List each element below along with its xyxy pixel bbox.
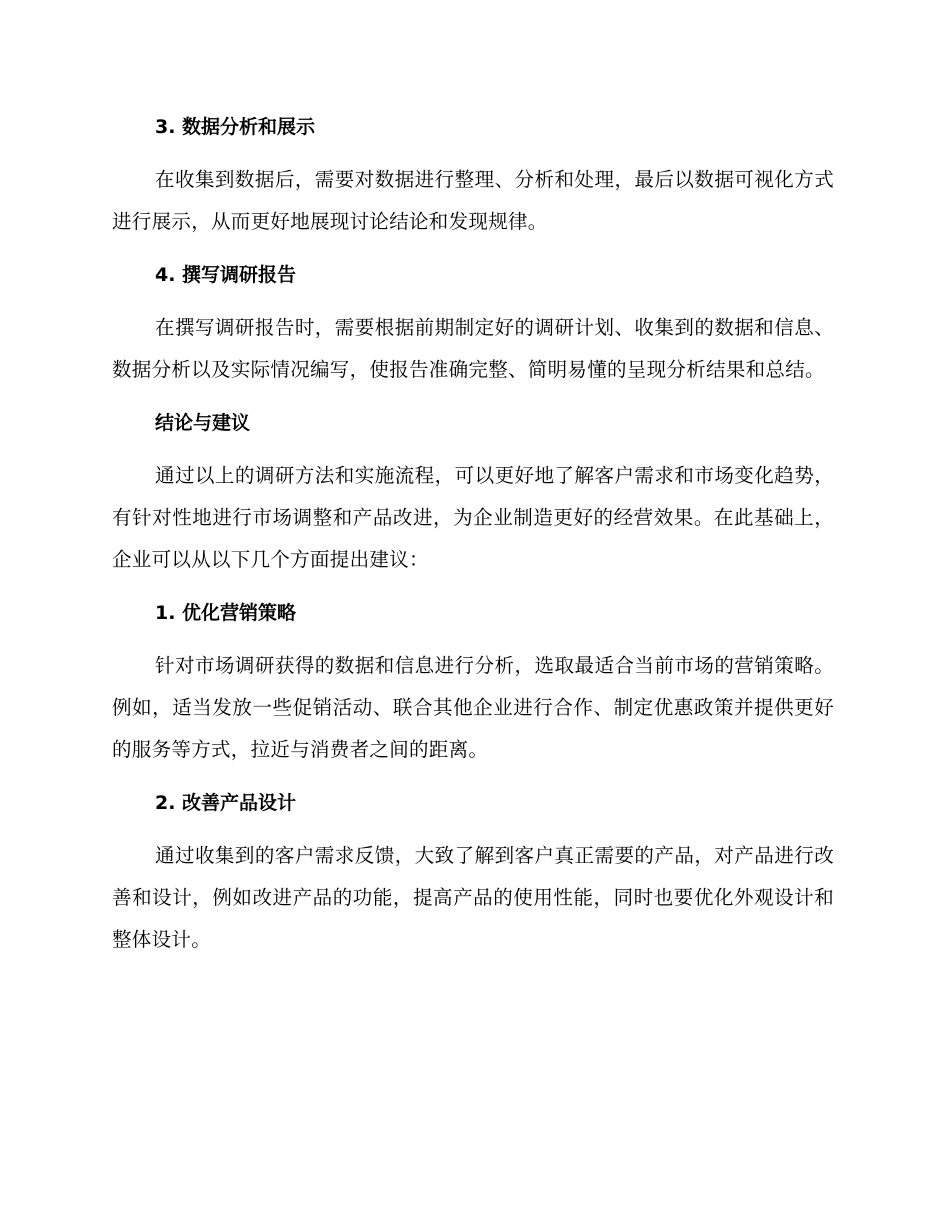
section-heading-conclusion: 结论与建议 <box>155 412 251 434</box>
section-heading-marketing-strategy: 1. 优化营销策略 <box>155 602 297 624</box>
section-paragraph-product-design: 通过收集到的客户需求反馈，大致了解到客户真正需要的产品，对产品进行改善和设计，例如改进产品的功能，提高产品的使用性能，同时也要优化外观设计和整体设计。 <box>112 844 834 951</box>
section-heading-data-analysis: 3. 数据分析和展示 <box>155 116 316 138</box>
section-paragraph-data-analysis: 在收集到数据后，需要对数据进行整理、分析和处理，最后以数据可视化方式进行展示，从而更好地展现讨论结论和发现规律。 <box>112 168 834 233</box>
section-paragraph-conclusion: 通过以上的调研方法和实施流程，可以更好地了解客户需求和市场变化趋势，有针对性地进行市场调整和产品改进，为企业制造更好的经营效果。在此基础上，企业可以从以下几个方面提出建议： <box>112 464 834 571</box>
section-paragraph-marketing-strategy: 针对市场调研获得的数据和信息进行分析，选取最适合当前市场的营销策略。例如，适当发放一些促销活动、联合其他企业进行合作、制定优惠政策并提供更好的服务等方式，拉近与消费者之间的距离。 <box>112 654 834 761</box>
section-paragraph-write-report: 在撰写调研报告时，需要根据前期制定好的调研计划、收集到的数据和信息、数据分析以及实际情况编写，使报告准确完整、简明易懂的呈现分析结果和总结。 <box>112 316 834 381</box>
section-heading-write-report: 4. 撰写调研报告 <box>155 264 297 286</box>
document-body <box>112 106 834 972</box>
section-heading-product-design: 2. 改善产品设计 <box>155 792 297 814</box>
